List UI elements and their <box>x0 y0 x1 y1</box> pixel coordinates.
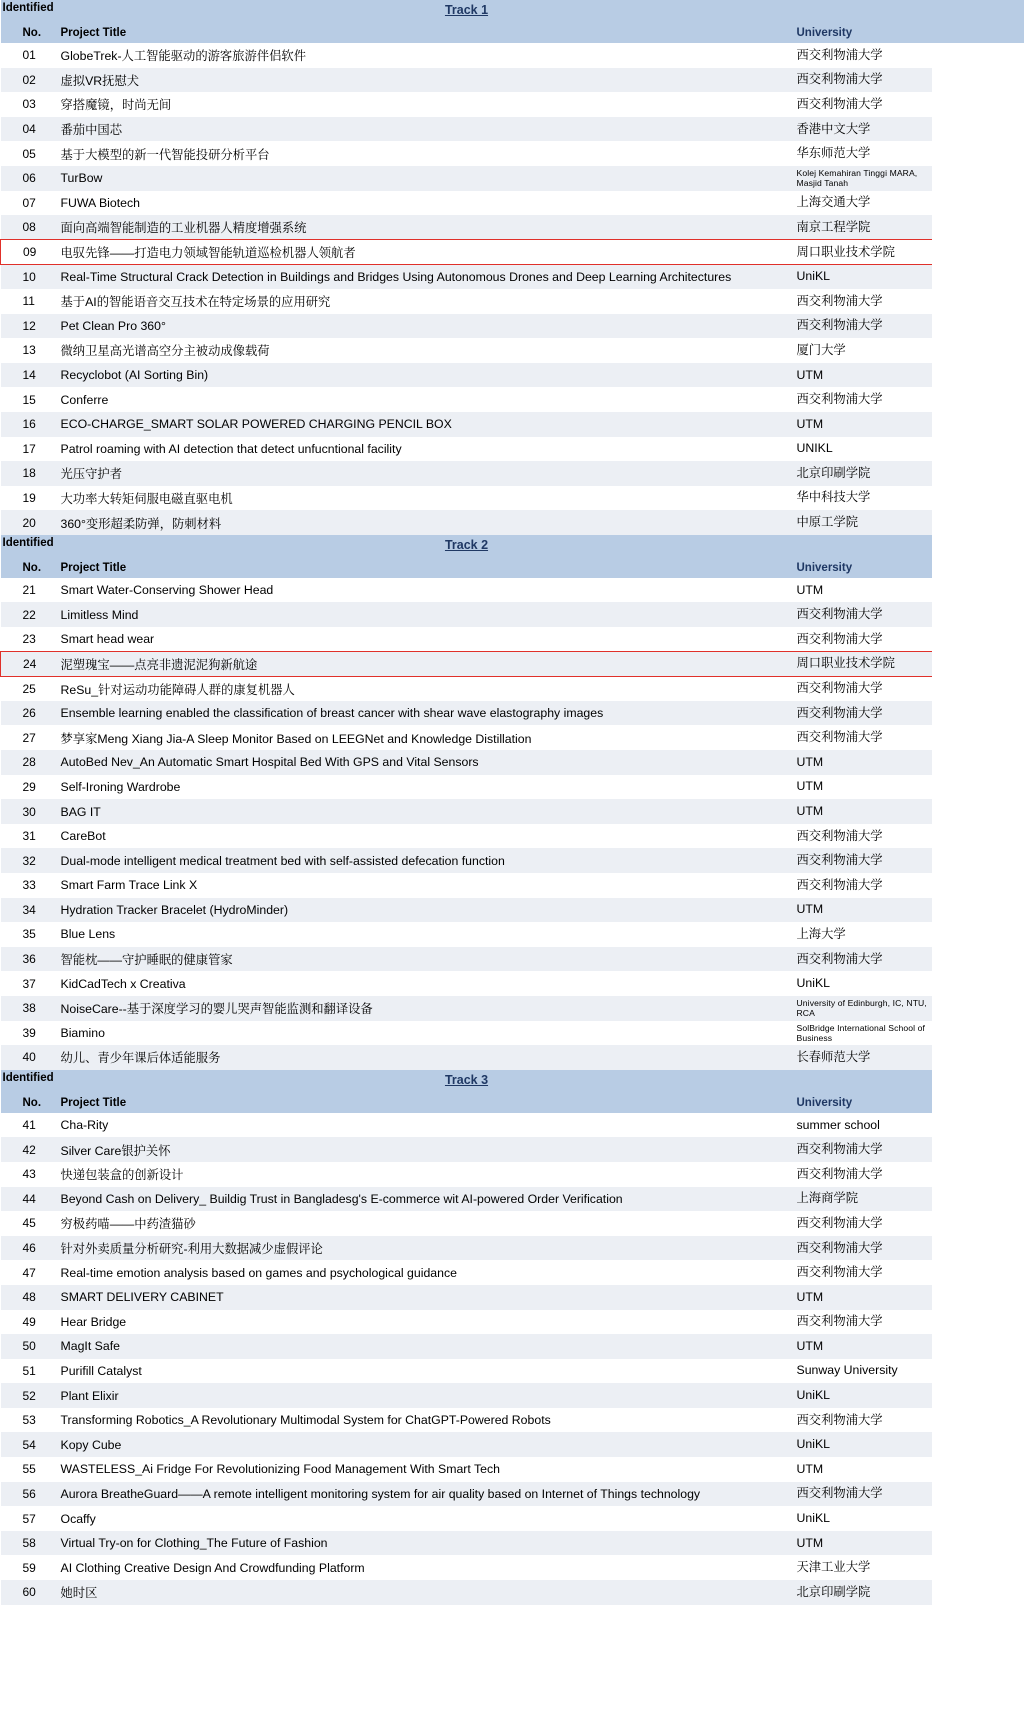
table-row[interactable] <box>1 486 933 511</box>
track-banner-cell <box>1 1070 933 1091</box>
row-number: 14 <box>1 363 53 388</box>
row-university: UTM <box>793 578 933 603</box>
row-project-title: Real-time emotion analysis based on games and psychological guidance <box>53 1260 793 1285</box>
row-project-title: 电驭先锋——打造电力领域智能轨道巡检机器人领航者 <box>53 240 793 265</box>
row-project-title: 梦享家Meng Xiang Jia-A Sleep Monitor Based on LEEGNet and Knowledge Distillation <box>53 725 793 750</box>
row-university: 天津工业大学 <box>793 1555 933 1580</box>
table-row[interactable] <box>1 1045 933 1070</box>
row-university: 周口职业技术学院 <box>793 652 933 677</box>
row-number: 56 <box>1 1482 53 1507</box>
row-number: 54 <box>1 1432 53 1457</box>
table-row[interactable] <box>1 68 933 93</box>
track-banner <box>1 0 933 21</box>
row-number: 13 <box>1 338 53 363</box>
row-university: UTM <box>793 1457 933 1482</box>
row-number: 01 <box>1 43 53 68</box>
row-university: Sunway University <box>793 1359 933 1384</box>
table-row[interactable] <box>1 289 933 314</box>
row-university: 上海商学院 <box>793 1187 933 1212</box>
table-row[interactable] <box>1 922 933 947</box>
identified-label: Identified <box>2 1071 54 1084</box>
row-university: summer school <box>793 1113 933 1138</box>
row-project-title: 虚拟VR抚慰犬 <box>53 68 793 93</box>
table-row[interactable] <box>1 1211 933 1236</box>
row-number: 43 <box>1 1162 53 1187</box>
row-number: 04 <box>1 117 53 142</box>
row-university: 西交利物浦大学 <box>793 314 933 339</box>
row-project-title: AI Clothing Creative Design And Crowdfunding Platform <box>53 1555 793 1580</box>
row-project-title: BAG IT <box>53 799 793 824</box>
row-university: 西交利物浦大学 <box>793 92 933 117</box>
row-project-title: Dual-mode intelligent medical treatment bed with self-assisted defecation function <box>53 848 793 873</box>
table-row[interactable] <box>1 1137 933 1162</box>
table-row[interactable] <box>1 1408 933 1433</box>
table-row[interactable] <box>1 338 933 363</box>
row-project-title: Smart head wear <box>53 627 793 652</box>
row-university: 香港中文大学 <box>793 117 933 142</box>
row-project-title: 基于大模型的新一代智能投研分析平台 <box>53 141 793 166</box>
table-row[interactable] <box>1 1113 933 1138</box>
table-row[interactable] <box>1 1310 933 1335</box>
table-row[interactable] <box>1 215 933 240</box>
row-university: 西交利物浦大学 <box>793 387 933 412</box>
row-number: 22 <box>1 602 53 627</box>
row-project-title: WASTELESS_Ai Fridge For Revolutionizing Food Management With Smart Tech <box>53 1457 793 1482</box>
row-university: 长春师范大学 <box>793 1045 933 1070</box>
row-number: 10 <box>1 264 53 289</box>
row-university: 西交利物浦大学 <box>793 701 933 726</box>
track-title: Track 2 <box>444 537 489 552</box>
table-row[interactable] <box>1 898 933 923</box>
row-university: UTM <box>793 799 933 824</box>
row-university: 厦门大学 <box>793 338 933 363</box>
row-project-title: 泥塑瑰宝——点亮非遗泥泥狗新航途 <box>53 652 793 677</box>
table-row[interactable] <box>1 848 933 873</box>
row-university: 西交利物浦大学 <box>793 1408 933 1433</box>
row-project-title: CareBot <box>53 824 793 849</box>
row-university: 西交利物浦大学 <box>793 824 933 849</box>
track-banner-cell <box>1 535 933 556</box>
table-row[interactable] <box>1 824 933 849</box>
row-number: 46 <box>1 1236 53 1261</box>
row-university: 西交利物浦大学 <box>793 1236 933 1261</box>
row-university: UTM <box>793 1334 933 1359</box>
row-number: 09 <box>1 240 53 265</box>
track-banner-cell <box>1 0 933 21</box>
table-row[interactable] <box>1 437 933 462</box>
row-project-title: KidCadTech x Creativa <box>53 971 793 996</box>
row-number: 45 <box>1 1211 53 1236</box>
row-number: 24 <box>1 652 53 677</box>
column-header-row <box>1 21 933 43</box>
row-university: SolBridge International School of Business <box>793 1021 933 1046</box>
row-number: 30 <box>1 799 53 824</box>
row-number: 38 <box>1 996 53 1021</box>
row-project-title: Blue Lens <box>53 922 793 947</box>
row-university: UTM <box>793 750 933 775</box>
row-number: 21 <box>1 578 53 603</box>
table-row[interactable] <box>1 873 933 898</box>
row-project-title: 面向高端智能制造的工业机器人精度增强系统 <box>53 215 793 240</box>
table-row[interactable] <box>1 412 933 437</box>
table-row[interactable] <box>1 775 933 800</box>
row-university: Kolej Kemahiran Tinggi MARA, Masjid Tanah <box>793 166 933 191</box>
table-row[interactable] <box>1 1555 933 1580</box>
track-banner-inner <box>1 0 933 21</box>
column-header-no: No. <box>1 1091 53 1113</box>
row-project-title: Plant Elixir <box>53 1383 793 1408</box>
row-number: 28 <box>1 750 53 775</box>
row-university: 北京印刷学院 <box>793 461 933 486</box>
column-header-project-title: Project Title <box>53 556 793 578</box>
row-university: 西交利物浦大学 <box>793 68 933 93</box>
row-university: UTM <box>793 1531 933 1556</box>
table-row[interactable] <box>1 43 933 68</box>
row-number: 17 <box>1 437 53 462</box>
column-header-project-title: Project Title <box>53 21 793 43</box>
page-right-gutter <box>932 0 1024 1605</box>
row-project-title: 360°变形超柔防弹，防刺材料 <box>53 510 793 535</box>
row-project-title: TurBow <box>53 166 793 191</box>
row-university: 西交利物浦大学 <box>793 676 933 701</box>
row-university: 西交利物浦大学 <box>793 1310 933 1335</box>
table-row[interactable] <box>1 1334 933 1359</box>
row-number: 12 <box>1 314 53 339</box>
row-number: 06 <box>1 166 53 191</box>
row-university: 西交利物浦大学 <box>793 43 933 68</box>
row-project-title: Smart Water-Conserving Shower Head <box>53 578 793 603</box>
table-row[interactable] <box>1 510 933 535</box>
row-number: 15 <box>1 387 53 412</box>
row-number: 49 <box>1 1310 53 1335</box>
row-university: 中原工学院 <box>793 510 933 535</box>
table-row[interactable] <box>1 117 933 142</box>
row-university: 南京工程学院 <box>793 215 933 240</box>
row-project-title: 光压守护者 <box>53 461 793 486</box>
table-row[interactable] <box>1 264 933 289</box>
table-row[interactable] <box>1 1236 933 1261</box>
row-university: 西交利物浦大学 <box>793 873 933 898</box>
row-university: UTM <box>793 775 933 800</box>
row-university: 周口职业技术学院 <box>793 240 933 265</box>
track-title: Track 3 <box>444 1072 489 1087</box>
row-number: 08 <box>1 215 53 240</box>
row-project-title: Self-Ironing Wardrobe <box>53 775 793 800</box>
row-project-title: Recyclobot (AI Sorting Bin) <box>53 363 793 388</box>
identified-label: Identified <box>2 536 54 549</box>
row-number: 03 <box>1 92 53 117</box>
row-number: 44 <box>1 1187 53 1212</box>
row-project-title: GlobeTrek-人工智能驱动的游客旅游伴侣软件 <box>53 43 793 68</box>
table-row[interactable] <box>1 676 933 701</box>
row-university: UniKL <box>793 1432 933 1457</box>
row-university: 上海交通大学 <box>793 191 933 216</box>
table-row[interactable] <box>1 1580 933 1605</box>
row-project-title: 穷极药喵——中药渣猫砂 <box>53 1211 793 1236</box>
row-number: 36 <box>1 947 53 972</box>
row-number: 35 <box>1 922 53 947</box>
row-number: 40 <box>1 1045 53 1070</box>
row-project-title: 智能枕——守护睡眠的健康管家 <box>53 947 793 972</box>
row-project-title: 她时区 <box>53 1580 793 1605</box>
row-number: 58 <box>1 1531 53 1556</box>
row-number: 57 <box>1 1506 53 1531</box>
row-university: UTM <box>793 412 933 437</box>
table-row[interactable] <box>1 141 933 166</box>
row-number: 27 <box>1 725 53 750</box>
row-number: 11 <box>1 289 53 314</box>
row-number: 18 <box>1 461 53 486</box>
row-university: UniKL <box>793 1383 933 1408</box>
track-banner <box>1 1070 933 1091</box>
row-project-title: Patrol roaming with AI detection that detect unfucntional facility <box>53 437 793 462</box>
row-university: 西交利物浦大学 <box>793 1211 933 1236</box>
row-number: 50 <box>1 1334 53 1359</box>
row-university: 西交利物浦大学 <box>793 1482 933 1507</box>
table-row[interactable] <box>1 1506 933 1531</box>
banner-gutter-band-1 <box>932 0 1024 43</box>
identified-label: Identified <box>2 2 54 14</box>
column-header-no: No. <box>1 21 53 43</box>
row-project-title: ReSu_针对运动功能障碍人群的康复机器人 <box>53 676 793 701</box>
row-project-title: Real-Time Structural Crack Detection in Buildings and Bridges Using Autonomous Drones and Deep Learning Architectures <box>53 264 793 289</box>
table-row[interactable] <box>1 701 933 726</box>
table-row[interactable] <box>1 166 933 191</box>
row-university: 西交利物浦大学 <box>793 947 933 972</box>
row-number: 34 <box>1 898 53 923</box>
row-project-title: 穿搭魔镜，时尚无间 <box>53 92 793 117</box>
row-number: 52 <box>1 1383 53 1408</box>
row-number: 20 <box>1 510 53 535</box>
row-number: 07 <box>1 191 53 216</box>
track-banner <box>1 535 933 556</box>
row-number: 53 <box>1 1408 53 1433</box>
row-project-title: Conferre <box>53 387 793 412</box>
row-project-title: 大功率大转矩伺服电磁直驱电机 <box>53 486 793 511</box>
row-project-title: Kopy Cube <box>53 1432 793 1457</box>
table-row[interactable] <box>1 1285 933 1310</box>
row-university: 西交利物浦大学 <box>793 289 933 314</box>
table-row[interactable] <box>1 602 933 627</box>
row-project-title: Smart Farm Trace Link X <box>53 873 793 898</box>
row-number: 48 <box>1 1285 53 1310</box>
table-row[interactable] <box>1 387 933 412</box>
row-university: 华东师范大学 <box>793 141 933 166</box>
row-number: 33 <box>1 873 53 898</box>
row-project-title: 快递包装盒的创新设计 <box>53 1162 793 1187</box>
row-university: 西交利物浦大学 <box>793 602 933 627</box>
row-university: 西交利物浦大学 <box>793 1162 933 1187</box>
row-project-title: 番茄中国芯 <box>53 117 793 142</box>
row-project-title: Ocaffy <box>53 1506 793 1531</box>
row-university: 西交利物浦大学 <box>793 1260 933 1285</box>
row-project-title: Limitless Mind <box>53 602 793 627</box>
row-number: 60 <box>1 1580 53 1605</box>
row-project-title: Beyond Cash on Delivery_ Buildig Trust in Bangladesg's E-commerce wit AI-powered Order Verification <box>53 1187 793 1212</box>
row-number: 26 <box>1 701 53 726</box>
row-number: 41 <box>1 1113 53 1138</box>
row-university: 上海大学 <box>793 922 933 947</box>
row-project-title: SMART DELIVERY CABINET <box>53 1285 793 1310</box>
table-row[interactable] <box>1 92 933 117</box>
table-row[interactable] <box>1 799 933 824</box>
table-row[interactable] <box>1 1383 933 1408</box>
row-university: 西交利物浦大学 <box>793 627 933 652</box>
row-number: 02 <box>1 68 53 93</box>
column-header-no: No. <box>1 556 53 578</box>
table-row[interactable] <box>1 627 933 652</box>
row-university: UTM <box>793 1285 933 1310</box>
table-row[interactable] <box>1 1359 933 1384</box>
row-number: 55 <box>1 1457 53 1482</box>
row-university: 西交利物浦大学 <box>793 848 933 873</box>
row-number: 32 <box>1 848 53 873</box>
table-row[interactable] <box>1 1260 933 1285</box>
row-project-title: NoiseCare--基于深度学习的婴儿哭声智能监测和翻译设备 <box>53 996 793 1021</box>
column-header-row <box>1 556 933 578</box>
track-banner-inner <box>1 535 933 556</box>
row-number: 47 <box>1 1260 53 1285</box>
track-banner-inner <box>1 1070 933 1091</box>
table-row[interactable] <box>1 240 933 265</box>
row-project-title: Ensemble learning enabled the classification of breast cancer with shear wave elastography images <box>53 701 793 726</box>
table-row[interactable] <box>1 314 933 339</box>
table-row[interactable] <box>1 1482 933 1507</box>
column-header-university: University <box>793 556 933 578</box>
row-project-title: Virtual Try-on for Clothing_The Future of Fashion <box>53 1531 793 1556</box>
table-row[interactable] <box>1 725 933 750</box>
row-university: University of Edinburgh, IC, NTU, RCA <box>793 996 933 1021</box>
row-number: 25 <box>1 676 53 701</box>
tracks-table-body <box>1 0 933 1605</box>
column-header-university: University <box>793 1091 933 1113</box>
column-header-project-title: Project Title <box>53 1091 793 1113</box>
table-row[interactable] <box>1 750 933 775</box>
row-project-title: 针对外卖质量分析研究-利用大数据减少虚假评论 <box>53 1236 793 1261</box>
table-row[interactable] <box>1 996 933 1021</box>
row-project-title: 幼儿、青少年课后体适能服务 <box>53 1045 793 1070</box>
column-header-university: University <box>793 21 933 43</box>
table-row[interactable] <box>1 578 933 603</box>
row-number: 39 <box>1 1021 53 1046</box>
table-row[interactable] <box>1 1021 933 1046</box>
table-row[interactable] <box>1 652 933 677</box>
row-university: UTM <box>793 363 933 388</box>
table-row[interactable] <box>1 191 933 216</box>
column-header-row <box>1 1091 933 1113</box>
row-number: 16 <box>1 412 53 437</box>
row-project-title: Cha-Rity <box>53 1113 793 1138</box>
row-university: 西交利物浦大学 <box>793 1137 933 1162</box>
row-number: 37 <box>1 971 53 996</box>
row-university: UniKL <box>793 971 933 996</box>
row-project-title: Silver Care银护关怀 <box>53 1137 793 1162</box>
row-project-title: Pet Clean Pro 360° <box>53 314 793 339</box>
row-number: 31 <box>1 824 53 849</box>
row-university: 华中科技大学 <box>793 486 933 511</box>
row-project-title: Hear Bridge <box>53 1310 793 1335</box>
row-project-title: 微纳卫星高光谱高空分主被动成像载荷 <box>53 338 793 363</box>
row-number: 59 <box>1 1555 53 1580</box>
table-row[interactable] <box>1 1187 933 1212</box>
row-project-title: FUWA Biotech <box>53 191 793 216</box>
row-project-title: MagIt Safe <box>53 1334 793 1359</box>
table-row[interactable] <box>1 363 933 388</box>
track-title: Track 1 <box>444 3 489 17</box>
row-project-title: Transforming Robotics_A Revolutionary Multimodal System for ChatGPT-Powered Robots <box>53 1408 793 1433</box>
table-row[interactable] <box>1 1162 933 1187</box>
row-project-title: Hydration Tracker Bracelet (HydroMinder) <box>53 898 793 923</box>
row-university: 西交利物浦大学 <box>793 725 933 750</box>
row-project-title: AutoBed Nev_An Automatic Smart Hospital Bed With GPS and Vital Sensors <box>53 750 793 775</box>
row-university: UniKL <box>793 264 933 289</box>
row-project-title: Biamino <box>53 1021 793 1046</box>
row-project-title: 基于AI的智能语音交互技术在特定场景的应用研究 <box>53 289 793 314</box>
table-row[interactable] <box>1 461 933 486</box>
table-row[interactable] <box>1 947 933 972</box>
row-project-title: Purifill Catalyst <box>53 1359 793 1384</box>
table-row[interactable] <box>1 1457 933 1482</box>
table-row[interactable] <box>1 971 933 996</box>
row-university: UTM <box>793 898 933 923</box>
row-university: 北京印刷学院 <box>793 1580 933 1605</box>
table-row[interactable] <box>1 1432 933 1457</box>
row-project-title: ECO-CHARGE_SMART SOLAR POWERED CHARGING PENCIL BOX <box>53 412 793 437</box>
row-number: 19 <box>1 486 53 511</box>
table-row[interactable] <box>1 1531 933 1556</box>
row-university: UniKL <box>793 1506 933 1531</box>
row-number: 42 <box>1 1137 53 1162</box>
row-number: 51 <box>1 1359 53 1384</box>
row-number: 05 <box>1 141 53 166</box>
row-number: 23 <box>1 627 53 652</box>
row-number: 29 <box>1 775 53 800</box>
row-project-title: Aurora BreatheGuard——A remote intelligent monitoring system for air quality based on Internet of Things technology <box>53 1482 793 1507</box>
row-university: UNIKL <box>793 437 933 462</box>
